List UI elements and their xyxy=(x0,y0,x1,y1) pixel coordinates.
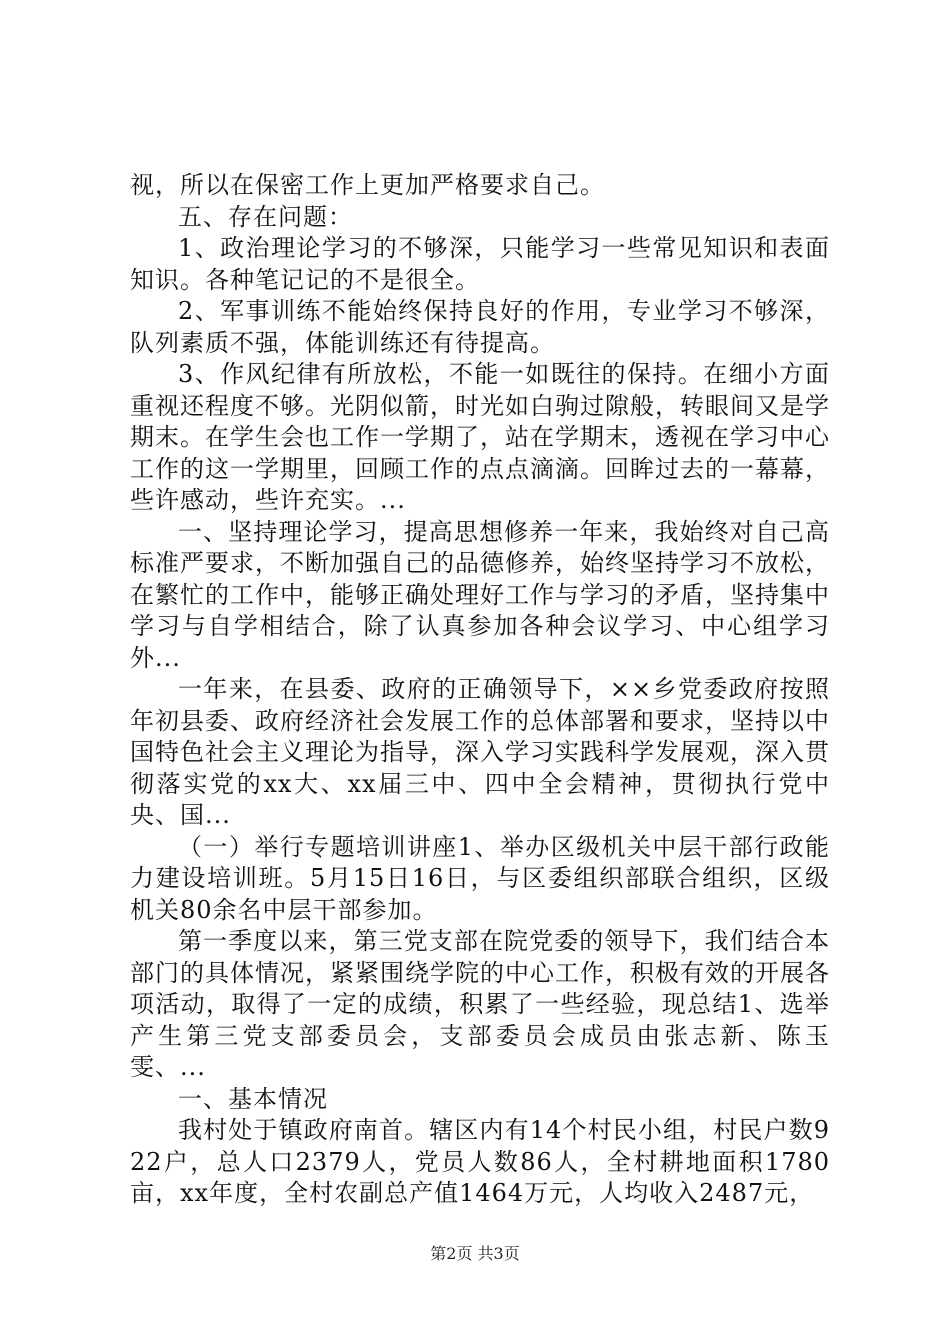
section-heading: 一、基本情况 xyxy=(178,1084,328,1113)
paragraph: 3、作风纪律有所放松，不能一如既往的保持。在细小方面重视还程度不够。光阴似箭，时光如白驹过隙般，转眼间又是学期末。在学生会也工作一学期了，站在学期末，透视在学习中心工作的这一学期里，回顾工作的点点滴滴。回眸过去的一幕幕，些许感动，些许充实。... xyxy=(130,360,830,514)
page-number-footer: 第2页 共3页 xyxy=(430,1244,520,1263)
paragraph: 一年来，在县委、政府的正确领导下，××乡党委政府按照年初县委、政府经济社会发展工作的总体部署和要求，坚持以中国特色社会主义理论为指导，深入学习实践科学发展观，深入贯彻落实党的xx大、xx届三中、四中全会精神，贯彻执行党中央、国... xyxy=(130,675,830,829)
paragraph: （一）举行专题培训讲座1、举办区级机关中层干部行政能力建设培训班。5月15日16日，与区委组织部联合组织，区级机关80余名中层干部参加。 xyxy=(130,832,830,924)
paragraph: 2、军事训练不能始终保持良好的作用，专业学习不够深，队列素质不强，体能训练还有待提高。 xyxy=(130,297,830,357)
paragraph: 第一季度以来，第三党支部在院党委的领导下，我们结合本部门的具体情况，紧紧围绕学院的中心工作，积极有效的开展各项活动，取得了一定的成绩，积累了一些经验，现总结1、选举产生第三党支部委员会，支部委员会成员由张志新、陈玉雯、... xyxy=(130,927,830,1081)
section-heading: 五、存在问题： xyxy=(178,202,353,231)
paragraph: 视，所以在保密工作上更加严格要求自己。 xyxy=(130,171,605,199)
paragraph: 1、政治理论学习的不够深，只能学习一些常见知识和表面知识。各种笔记记的不是很全。 xyxy=(130,234,830,294)
paragraph: 一、坚持理论学习，提高思想修养一年来，我始终对自己高标准严要求，不断加强自己的品德修养，始终坚持学习不放松，在繁忙的工作中，能够正确处理好工作与学习的矛盾，坚持集中学习与自学相结合，除了认真参加各种会议学习、中心组学习外... xyxy=(130,517,830,672)
paragraph: 我村处于镇政府南首。辖区内有14个村民小组，村民户数922户，总人口2379人，党员人数86人，全村耕地面积1780亩，xx年度，全村农副总产值1464万元，人均收入2487元， xyxy=(130,1116,830,1207)
document-body xyxy=(130,170,830,1210)
